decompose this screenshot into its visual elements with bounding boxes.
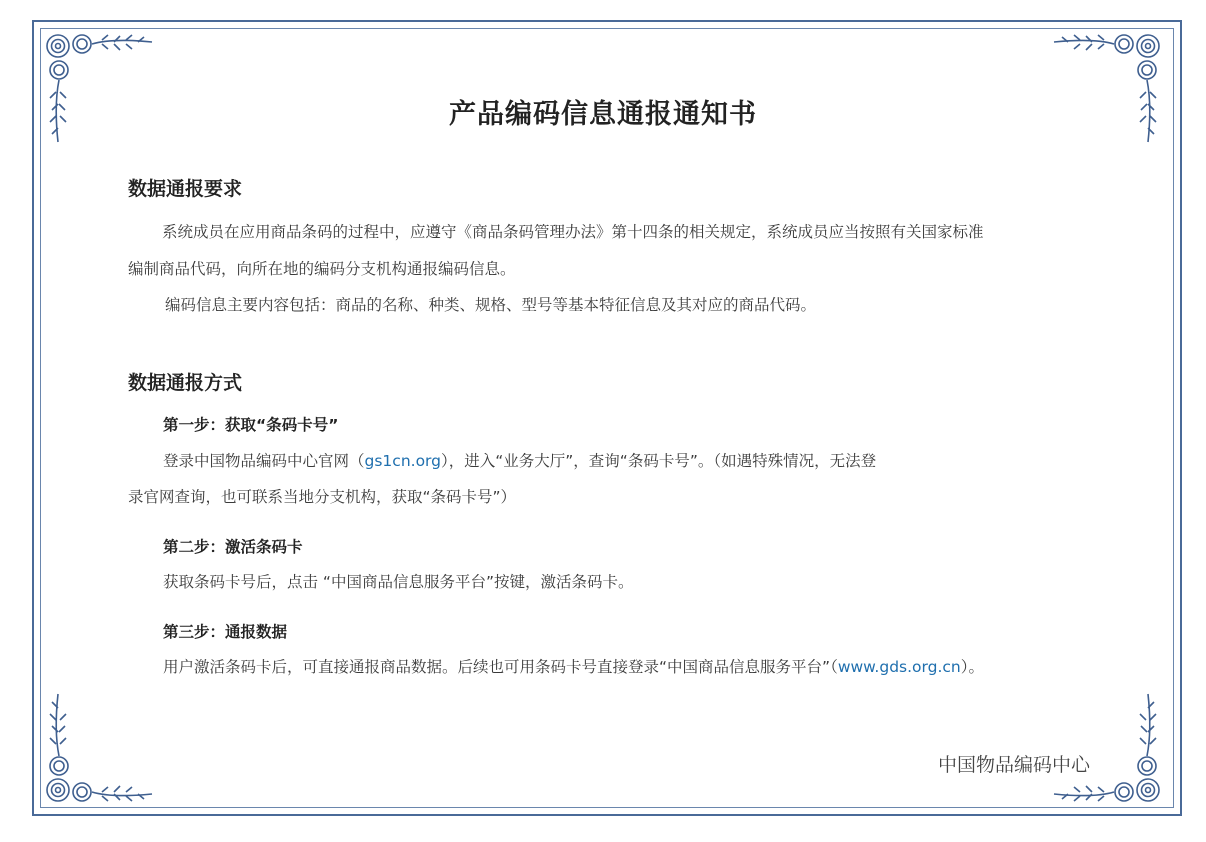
section-heading-requirements: 数据通报要求 (128, 178, 243, 200)
requirements-paragraph-line2: 编制商品代码，向所在地的编码分支机构通报编码信息。 (128, 260, 516, 278)
section-heading-methods: 数据通报方式 (128, 372, 243, 394)
requirements-paragraph-line1: 系统成员在应用商品条码的过程中，应遵守《商品条码管理办法》第十四条的相关规定，系统成员应当按照有关国家标准 (162, 223, 984, 241)
rose-corner-ornament-icon (42, 686, 162, 806)
step1-line1 (163, 449, 876, 471)
document-title: 产品编码信息通报通知书 (449, 99, 757, 130)
rose-corner-ornament-icon (1044, 30, 1164, 150)
step1-line2: 录官网查询，也可联系当地分支机构，获取“条码卡号”） (128, 488, 517, 506)
step3-text-before-link: 用户激活条码卡后，可直接通报商品数据。后续也可用条码卡号直接登录“中国商品信息服务平台”（ (163, 658, 838, 676)
rose-corner-ornament-icon (1044, 686, 1164, 806)
issuing-organization: 中国物品编码中心 (938, 754, 1091, 776)
gs1cn-link[interactable]: gs1cn.org (364, 452, 441, 470)
requirements-content-paragraph: 编码信息主要内容包括：商品的名称、种类、规格、型号等基本特征信息及其对应的商品代码。 (165, 296, 817, 314)
step3-title: 第三步：通报数据 (163, 623, 288, 641)
step2-line1: 获取条码卡号后，点击 “中国商品信息服务平台”按键，激活条码卡。 (163, 573, 634, 591)
step1-text-after-link: ），进入“业务大厅”，查询“条码卡号”。（如遇特殊情况，无法登 (441, 452, 877, 470)
rose-corner-ornament-icon (42, 30, 162, 150)
step3-text-after-link: ）。 (960, 658, 985, 676)
step1-title: 第一步：获取“条码卡号” (163, 416, 339, 434)
gds-link[interactable]: www.gds.org.cn (837, 658, 961, 676)
step1-text-before-link: 登录中国物品编码中心官网（ (163, 452, 365, 470)
step3-line1 (163, 655, 984, 677)
step2-title: 第二步：激活条码卡 (163, 538, 303, 556)
